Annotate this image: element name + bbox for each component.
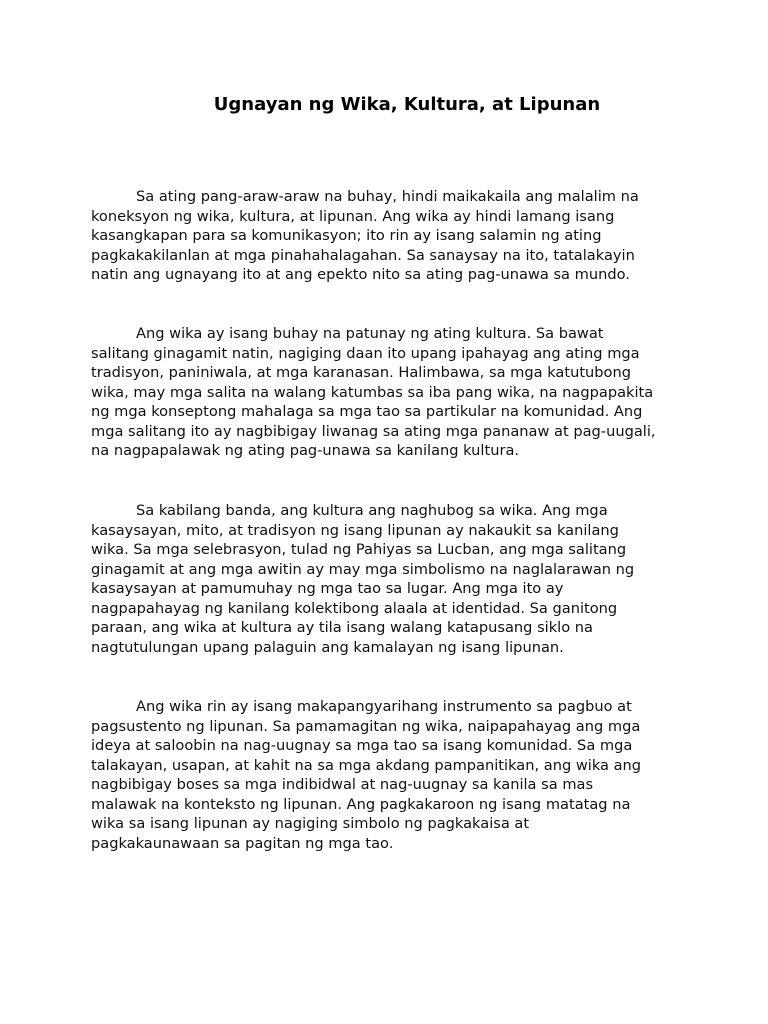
paragraph-line: koneksyon ng wika, kultura, at lipunan. Ang wika ay hindi lamang isang — [91, 207, 615, 225]
paragraph-4 — [91, 697, 681, 853]
paragraph-line: tradisyon, paniniwala, at mga karanasan. Halimbawa, sa mga katutubong — [91, 364, 631, 381]
paragraph-line: Ang wika ay isang buhay na patunay ng ating kultura. Sa bawat — [136, 325, 604, 342]
paragraph-line: Ang wika rin ay isang makapangyarihang instrumento sa pagbuo at — [136, 698, 632, 715]
paragraph-2 — [91, 324, 681, 461]
paragraph-line: wika sa isang lipunan ay nagiging simbolo ng pagkakaisa at — [91, 815, 530, 832]
paragraph-line: ng mga konseptong mahalaga sa mga tao sa partikular na komunidad. Ang — [91, 403, 643, 420]
paragraph-line: mga salitang ito ay nagbibigay liwanag sa ating mga pananaw at pag-uugali, — [91, 422, 656, 440]
paragraph-line: pagkakakilanlan at mga pinahahalagahan. Sa sanaysay na ito, tatalakayin — [91, 246, 635, 264]
paragraph-line: kasangkapan para sa komunikasyon; ito rin ay isang salamin ng ating — [91, 227, 602, 244]
paragraph-line: Sa ating pang-araw-araw na buhay, hindi maikakaila ang malalim na — [136, 188, 639, 205]
document-title: Ugnayan ng Wika, Kultura, at Lipunan — [213, 94, 601, 115]
paragraph-line: ideya at saloobin na nag-uugnay sa mga tao sa isang komunidad. Sa mga — [91, 737, 633, 754]
paragraph-line: kasaysayan, mito, at tradisyon ng isang lipunan ay nakaukit sa kanilang — [91, 521, 619, 539]
paragraph-line: wika, may mga salita na walang katumbas sa iba pang wika, na nagpapakita — [91, 383, 654, 401]
paragraph-line: paraan, ang wika at kultura ay tila isang walang katapusang siklo na — [91, 619, 593, 636]
paragraph-line: na nagpapalawak ng ating pag-unawa sa kanilang kultura. — [91, 442, 520, 459]
paragraph-line: nagtutulungan upang palaguin ang kamalayan ng isang lipunan. — [91, 638, 564, 656]
paragraph-line: talakayan, usapan, at kahit na sa mga akdang pampanitikan, ang wika ang — [91, 756, 642, 774]
paragraph-line: ginagamit at ang mga awitin ay may mga simbolismo na naglalarawan ng — [91, 560, 635, 578]
paragraph-line: pagsustento ng lipunan. Sa pamamagitan ng wika, naipapahayag ang mga — [91, 717, 641, 735]
paragraph-line: kasaysayan at pamumuhay ng mga tao sa lugar. Ang mga ito ay — [91, 580, 564, 597]
paragraph-line: nagpapahayag ng kanilang kolektibong alaala at identidad. Sa ganitong — [91, 599, 618, 617]
paragraph-line: wika. Sa mga selebrasyon, tulad ng Pahiyas sa Lucban, ang mga salitang — [91, 541, 627, 558]
paragraph-line: pagkakaunawaan sa pagitan ng mga tao. — [91, 834, 394, 852]
paragraph-line: salitang ginagamit natin, nagiging daan ito upang ipahayag ang ating mga — [91, 344, 640, 362]
paragraph-3 — [91, 501, 681, 657]
paragraph-line: natin ang ugnayang ito at ang epekto nito sa ating pag-unawa sa mundo. — [91, 266, 630, 283]
paragraph-line: malawak na konteksto ng lipunan. Ang pagkakaroon ng isang matatag na — [91, 795, 631, 813]
paragraph-line: nagbibigay boses sa mga indibidwal at nag-uugnay sa kanila sa mas — [91, 776, 594, 793]
paragraph-line: Sa kabilang banda, ang kultura ang naghubog sa wika. Ang mga — [136, 502, 608, 519]
paragraph-1 — [91, 187, 681, 285]
